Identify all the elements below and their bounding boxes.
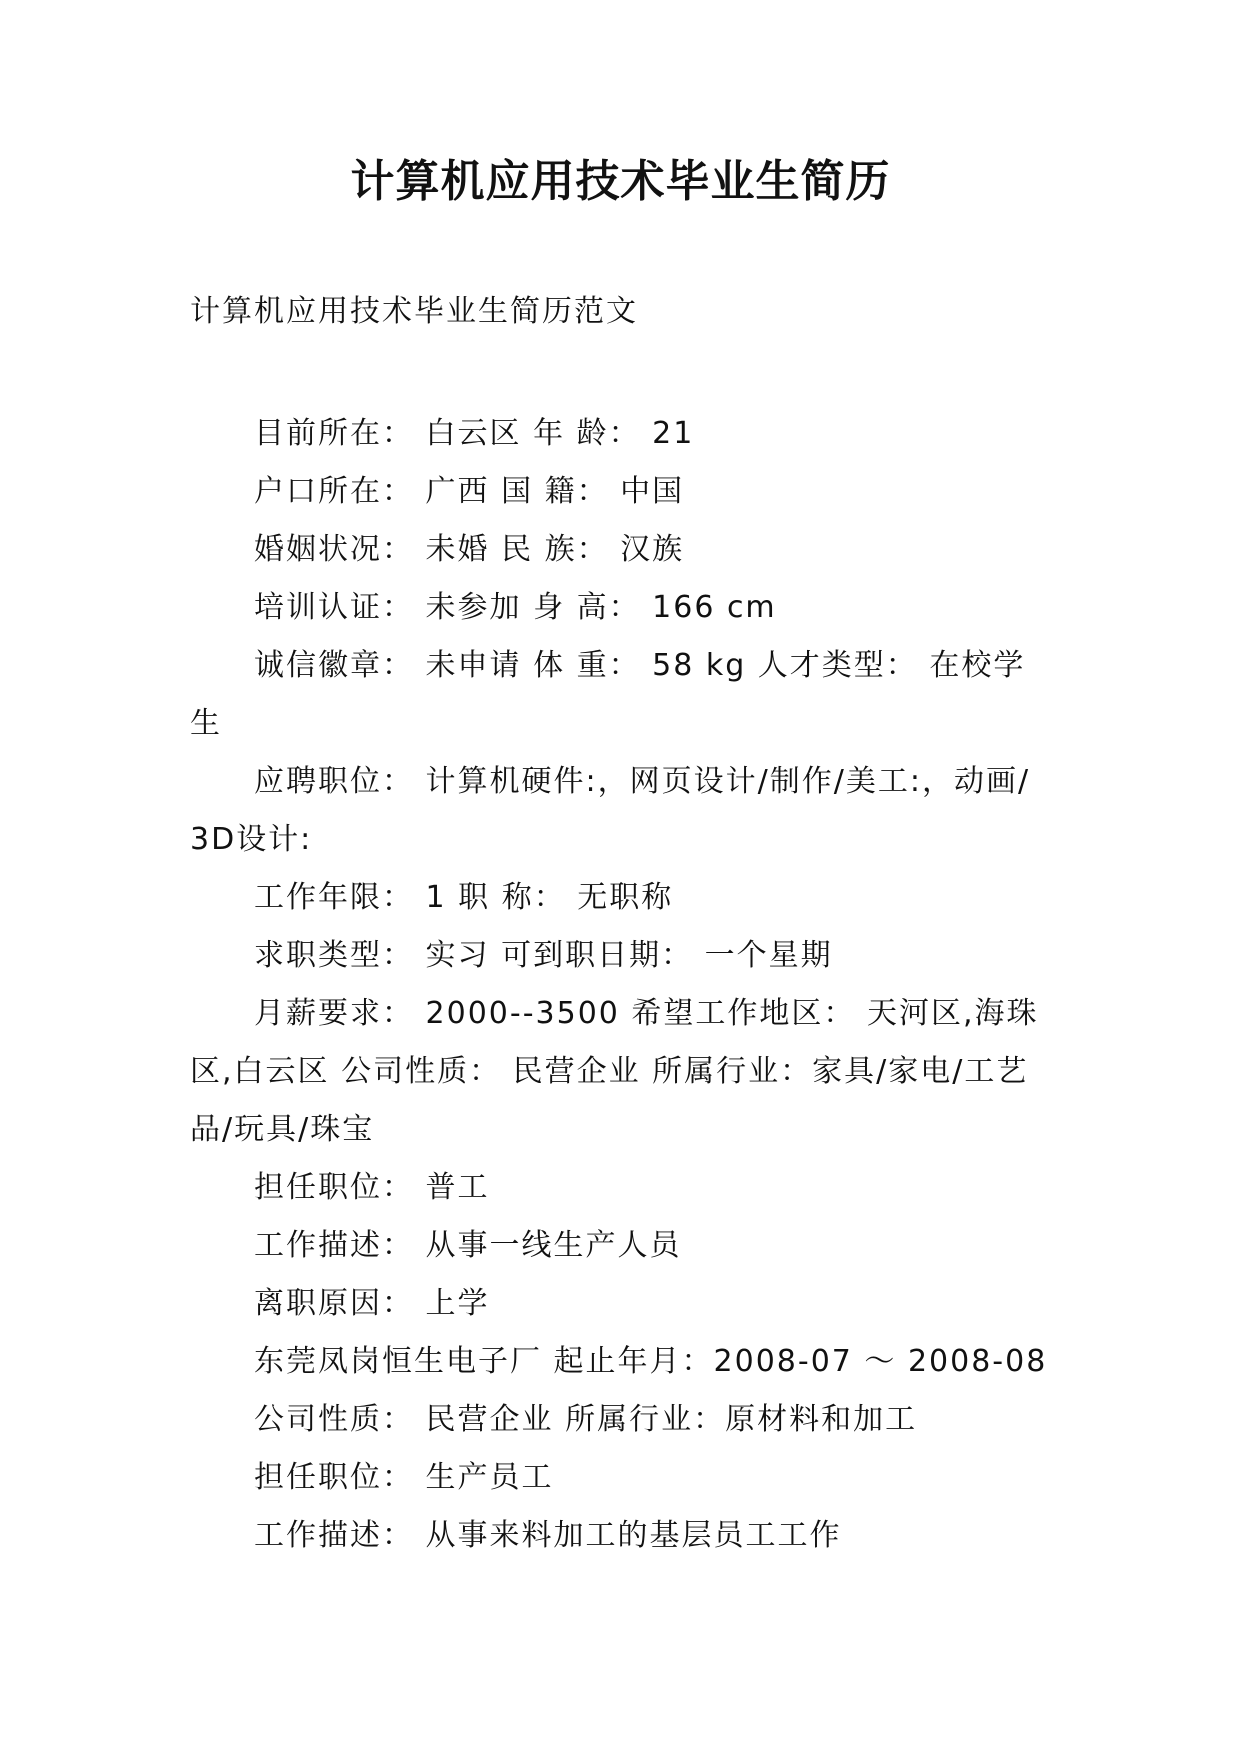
- document-subtitle: 计算机应用技术毕业生简历范文: [190, 294, 638, 329]
- resume-line-current-location: 目前所在： 白云区 年 龄： 21: [254, 416, 695, 451]
- resume-line-company-nature: 公司性质： 民营企业 所属行业：原材料和加工: [254, 1402, 918, 1437]
- resume-line-job-description-2: 工作描述： 从事来料加工的基层员工工作: [254, 1518, 842, 1553]
- resume-line-leaving-reason: 离职原因： 上学: [254, 1286, 490, 1321]
- resume-line-marital-status: 婚姻状况： 未婚 民 族： 汉族: [254, 532, 685, 567]
- resume-body: [190, 405, 1050, 1565]
- resume-line-position-held: 担任职位： 普工: [254, 1170, 490, 1205]
- resume-line-integrity-badge: 诚信徽章： 未申请 体 重： 58 kg 人才类型： 在校学生: [190, 648, 1026, 741]
- document-title: 计算机应用技术毕业生简历: [350, 156, 891, 207]
- resume-line-hukou: 户口所在： 广西 国 籍： 中国: [254, 474, 685, 509]
- resume-line-employer: 东莞凤岗恒生电子厂 起止年月：2008-07 ～ 2008-08: [254, 1344, 1048, 1379]
- resume-line-job-type: 求职类型： 实习 可到职日期： 一个星期: [254, 938, 833, 973]
- resume-line-work-years: 工作年限： 1 职 称： 无职称: [254, 880, 674, 915]
- resume-line-position-held-2: 担任职位： 生产员工: [254, 1460, 554, 1495]
- resume-line-salary: 月薪要求： 2000--3500 希望工作地区： 天河区,海珠区,白云区 公司性质： 民营企业 所属行业：家具/家电/工艺品/玩具/珠宝: [190, 996, 1039, 1147]
- resume-line-certification: 培训认证： 未参加 身 高： 166 cm: [254, 590, 777, 625]
- resume-line-job-description: 工作描述： 从事一线生产人员: [254, 1228, 682, 1263]
- resume-line-applied-position: 应聘职位： 计算机硬件:，网页设计/制作/美工:，动画/3D设计:: [190, 764, 1031, 857]
